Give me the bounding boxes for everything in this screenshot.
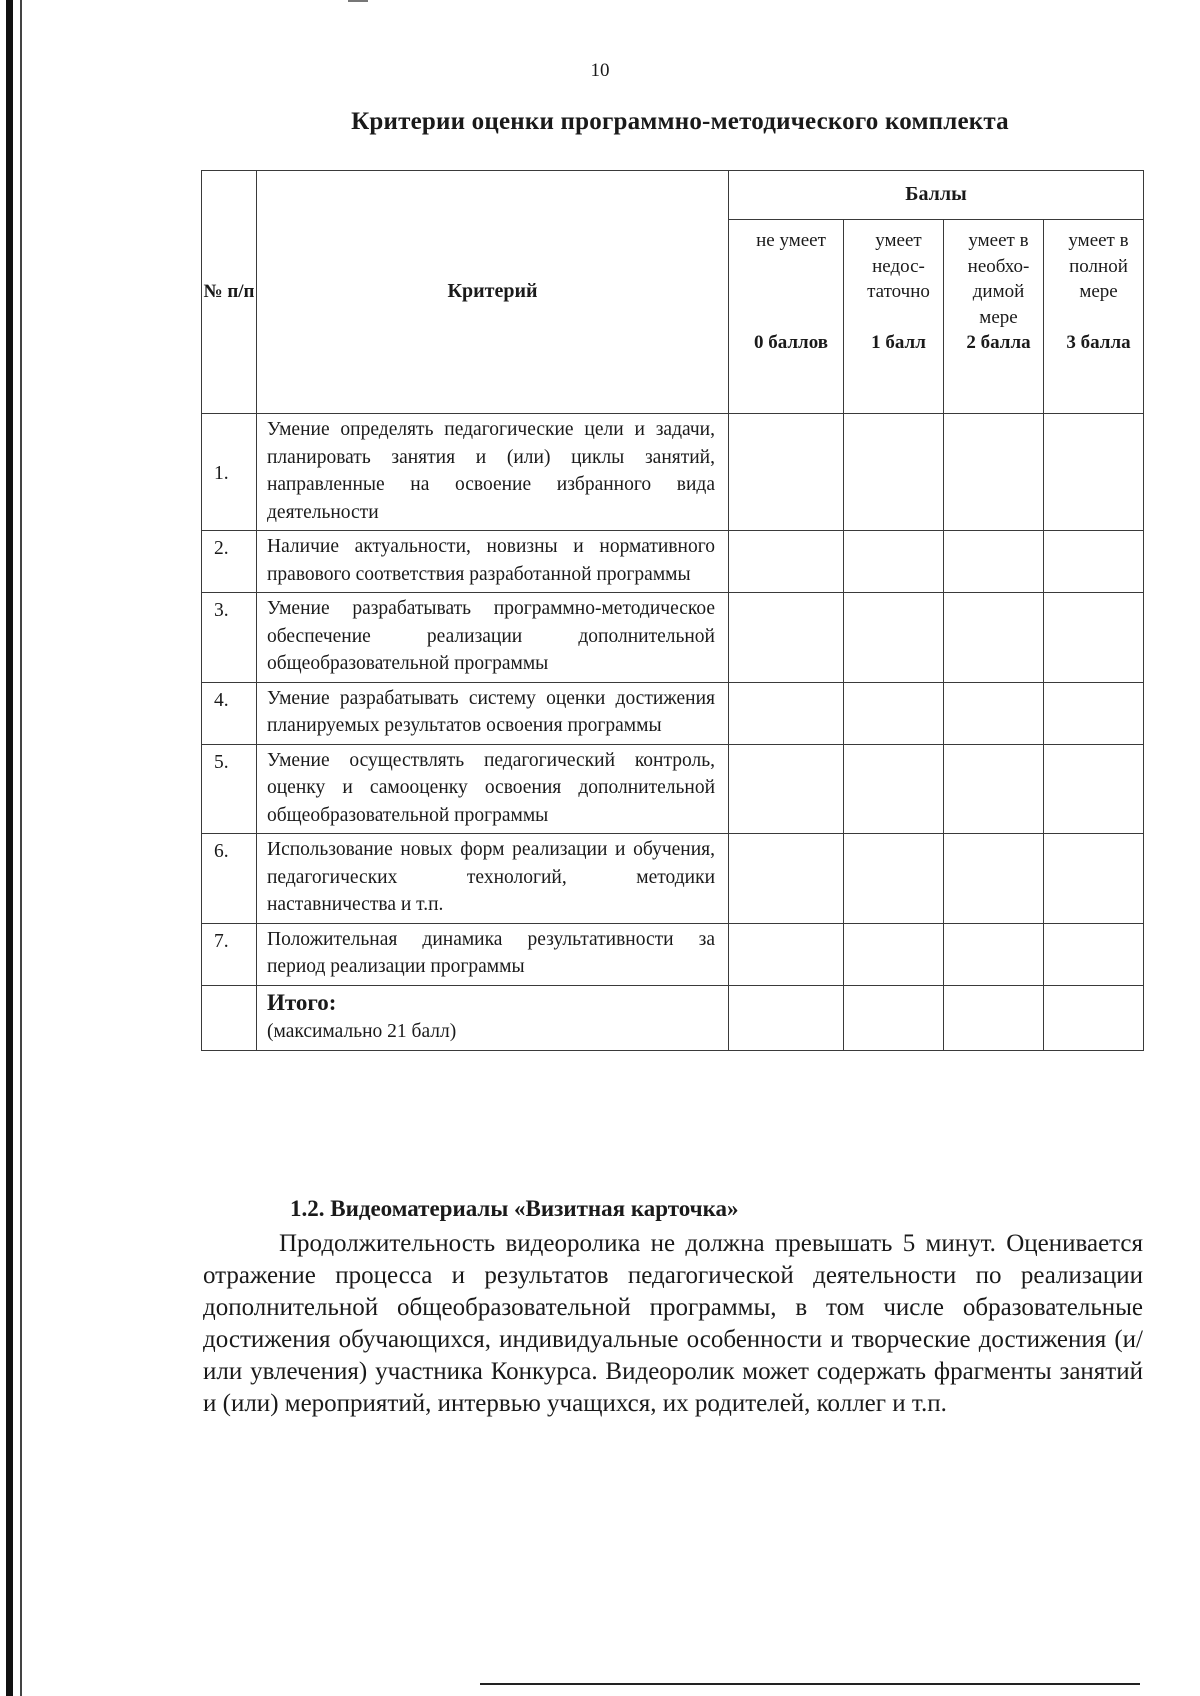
level-score: 1 балл — [871, 332, 926, 353]
score-cell — [1044, 985, 1144, 1050]
level-label: не умеет — [756, 230, 826, 251]
level-label: умеет недос-таточно — [867, 230, 930, 302]
score-cell — [844, 985, 944, 1050]
header-number: № п/п — [202, 171, 257, 414]
score-cell — [729, 923, 844, 985]
scan-edge-thick — [6, 0, 13, 1696]
score-cell — [844, 414, 944, 531]
criteria-table — [201, 170, 1144, 1051]
score-cell — [944, 744, 1044, 834]
score-cell — [844, 744, 944, 834]
score-cell — [844, 923, 944, 985]
row-criterion: Положительная динамика результативности за период реализации программы — [257, 923, 729, 985]
table-row — [202, 414, 1144, 531]
row-number: 3. — [202, 593, 257, 683]
table-row — [202, 682, 1144, 744]
header-level-2 — [944, 220, 1044, 414]
row-criterion: Умение осуществлять педагогический контроль, оценку и самооценку освоения дополнительной общеобразовательной программы — [257, 744, 729, 834]
row-criterion: Умение разрабатывать программно-методическое обеспечение реализации дополнительной общеобразовательной программы — [257, 593, 729, 683]
table-row — [202, 923, 1144, 985]
score-cell — [844, 682, 944, 744]
score-cell — [729, 682, 844, 744]
row-number: 6. — [202, 834, 257, 924]
row-number: 4. — [202, 682, 257, 744]
page-title-text: Критерии оценки программно-методического комплекта — [351, 108, 1009, 135]
page-number: 10 — [590, 60, 610, 81]
header-row-1 — [202, 171, 1144, 220]
score-cell — [944, 531, 1044, 593]
score-cell — [944, 985, 1044, 1050]
header-points-group: Баллы — [729, 171, 1144, 220]
scan-top-mark — [348, 0, 368, 2]
header-level-0 — [729, 220, 844, 414]
row-criterion: Наличие актуальности, новизны и нормативного правового соответствия разработанной программы — [257, 531, 729, 593]
score-cell — [729, 414, 844, 531]
table-row — [202, 744, 1144, 834]
score-cell — [729, 744, 844, 834]
scan-edge-thin — [20, 0, 22, 1696]
row-criterion: Использование новых форм реализации и обучения, педагогических технологий, методики наставничества и т.п. — [257, 834, 729, 924]
score-cell — [729, 531, 844, 593]
row-number: 1. — [202, 414, 257, 531]
score-cell — [1044, 923, 1144, 985]
score-cell — [1044, 531, 1144, 593]
total-number-cell — [202, 985, 257, 1050]
score-cell — [1044, 593, 1144, 683]
score-cell — [1044, 682, 1144, 744]
total-label: Итого: — [267, 989, 337, 1015]
score-cell — [1044, 834, 1144, 924]
score-cell — [844, 531, 944, 593]
score-cell — [729, 593, 844, 683]
table-row — [202, 531, 1144, 593]
score-cell — [944, 834, 1044, 924]
score-cell — [844, 834, 944, 924]
score-cell — [944, 682, 1044, 744]
total-note: (максимально 21 балл) — [267, 1020, 457, 1042]
row-number: 2. — [202, 531, 257, 593]
level-score: 2 балла — [966, 332, 1031, 353]
score-cell — [1044, 414, 1144, 531]
scan-bottom-line — [480, 1683, 1140, 1685]
header-level-1 — [844, 220, 944, 414]
level-label: умеет в необхо-димой мере — [967, 230, 1030, 328]
page-title — [0, 108, 1200, 136]
row-criterion: Умение разрабатывать систему оценки достижения планируемых результатов освоения программы — [257, 682, 729, 744]
score-cell — [944, 414, 1044, 531]
score-cell — [844, 593, 944, 683]
row-number: 7. — [202, 923, 257, 985]
total-row — [202, 985, 1144, 1050]
header-level-3 — [1044, 220, 1144, 414]
score-cell — [729, 834, 844, 924]
score-cell — [1044, 744, 1144, 834]
table-row — [202, 593, 1144, 683]
score-cell — [729, 985, 844, 1050]
section-heading: 1.2. Видеоматериалы «Визитная карточка» — [290, 1196, 739, 1221]
level-score: 3 балла — [1066, 332, 1131, 353]
level-label: умеет в полной мере — [1068, 230, 1129, 302]
score-cell — [944, 923, 1044, 985]
section-paragraph: Продолжительность видеоролика не должна превышать 5 минут. Оценивается отражение процесса и результатов педагогической деятельности по реализации дополнительной общеобразовательной программы, в том числе образовательные достижения обучающихся, индивидуальные особенности и творческие достижения (и/или увлечения) участника Конкурса. Видеоролик может содержать фрагменты занятий и (или) мероприятий, интервью учащихся, их родителей, коллег и т.п. — [203, 1230, 1143, 1417]
row-number: 5. — [202, 744, 257, 834]
level-score: 0 баллов — [753, 332, 829, 353]
score-cell — [944, 593, 1044, 683]
header-criterion: Критерий — [257, 171, 729, 414]
table-row — [202, 834, 1144, 924]
row-criterion: Умение определять педагогические цели и задачи, планировать занятия и (или) циклы занятий, направленные на освоение избранного вида деятельности — [257, 414, 729, 531]
total-cell — [257, 985, 729, 1050]
